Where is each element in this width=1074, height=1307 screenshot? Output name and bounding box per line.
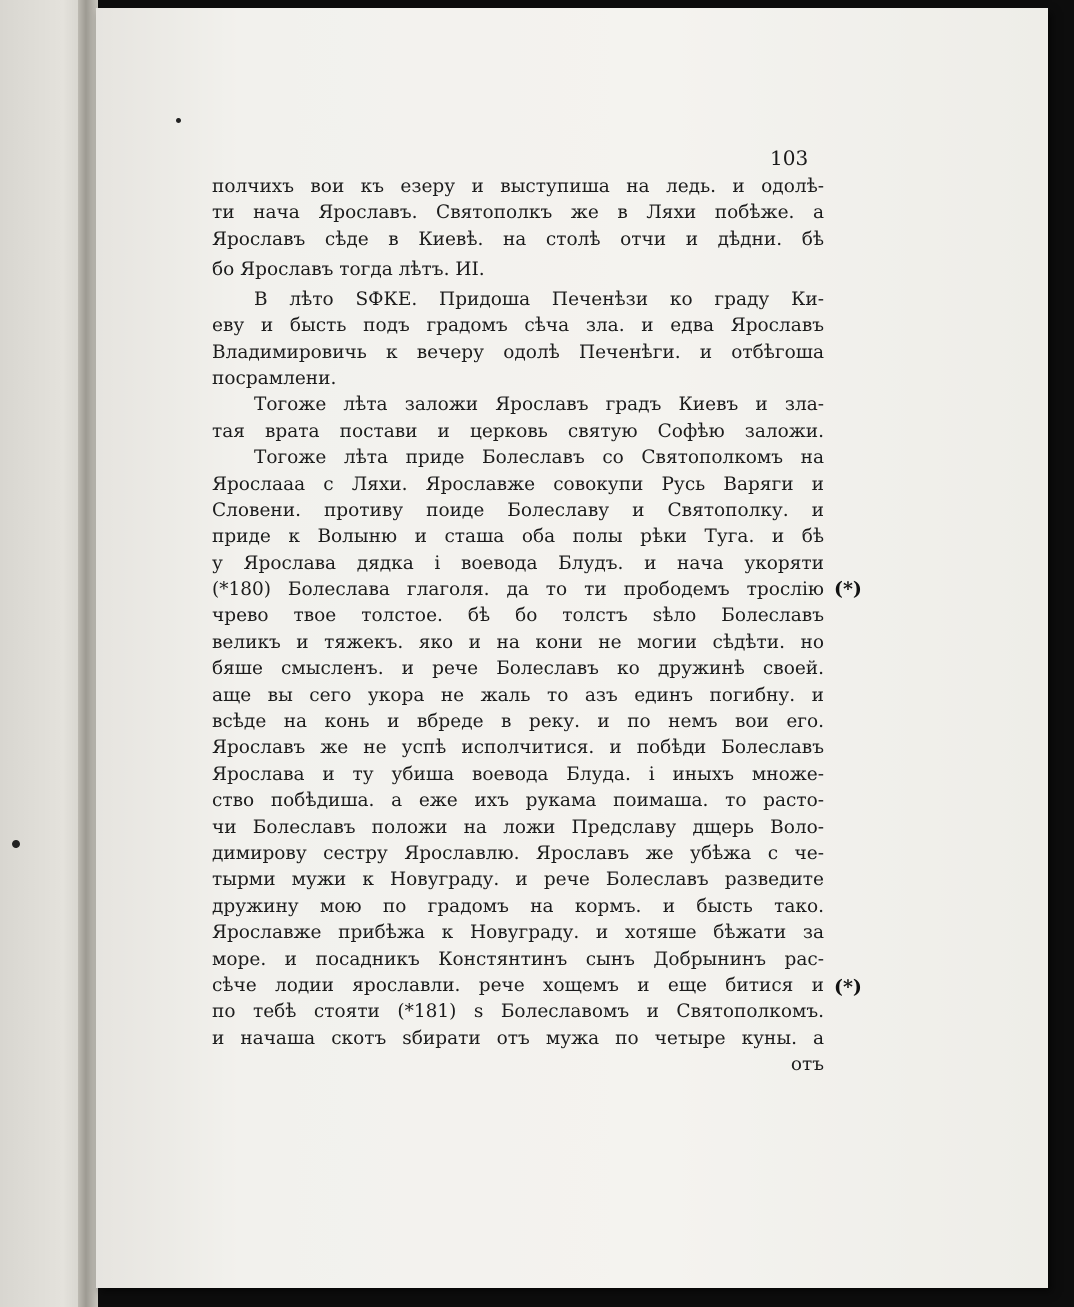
text-line: Ярослава и ту убиша воевода Блуда. і иныхъ множе- — [212, 763, 824, 785]
text-line: и начаша скотъ ѕбирати отъ мужа по четыре куны. а — [212, 1027, 824, 1049]
text-line: Ярослааа с Ляхи. Ярославже совокупи Русь Варяги и — [212, 473, 824, 495]
ink-speck — [176, 118, 181, 123]
margin-note: (*) — [834, 976, 862, 998]
text-line: ти нача Ярославъ. Святополкъ же в Ляхи побѣже. а — [212, 202, 824, 224]
text-line: Ярославъ же не успѣ исполчитися. и побѣди Болеславъ — [212, 737, 824, 759]
text-line: полчихъ вои къ езеру и выступиша на ледь. и одолѣ- — [212, 176, 824, 197]
text-line: В лѣто ЅФКЕ. Придоша Печенѣзи ко граду Ки- — [254, 289, 824, 311]
text-line: по тебѣ стояти (*181) ѕ Болеславомъ и Святополкомъ. — [212, 1001, 824, 1023]
text-line: чрево твое толстое. бѣ бо толстъ ѕѣло Болеславъ — [212, 605, 824, 627]
text-line: еву и бысть подъ градомъ сѣча зла. и едва Ярославъ — [212, 315, 824, 337]
text-line: Тогоже лѣта приде Болеславъ со Святополкомъ на — [254, 447, 824, 469]
text-line: приде к Волыню и сташа оба полы рѣки Туга. и бѣ — [212, 526, 824, 548]
text-line: димирову сестру Ярославлю. Ярославъ же убѣжа с че- — [212, 842, 824, 864]
text-line: Словени. противу поиде Болеславу и Святополку. и — [212, 499, 824, 521]
text-line: бо Ярославъ тогда лѣтъ. ИІ. — [212, 259, 485, 281]
text-line: Владимировичь к вечеру одолѣ Печенѣги. и отбѣгоша — [212, 341, 824, 363]
text-line: аще вы сего укора не жаль то азъ единъ погибну. и — [212, 684, 824, 706]
text-line: всѣде на конь и вбреде в реку. и по немъ вои его. — [212, 711, 824, 733]
text-line: дружину мою по градомъ на кормъ. и бысть тако. — [212, 895, 824, 917]
text-line: море. и посадникъ Констянтинъ сынъ Добрынинъ рас- — [212, 948, 824, 970]
margin-note: (*) — [834, 578, 862, 600]
page-text — [212, 174, 824, 1079]
catchword: отъ — [790, 1054, 824, 1076]
text-line: (*180) Болеслава глаголя. да то ти прободемъ трослію — [212, 579, 824, 601]
text-line: чи Болеславъ положи на ложи Предславу дщерь Воло- — [212, 816, 824, 838]
text-line: тырми мужи к Новуграду. и рече Болеславъ разведите — [212, 869, 824, 891]
text-line: у Ярослава дядка і воевода Блудъ. и нача укоряти — [212, 552, 824, 574]
text-line: Ярославже прибѣжа к Новуграду. и хотяше бѣжати за — [212, 922, 824, 944]
text-line: Ярославъ сѣде в Киевѣ. на столѣ отчи и дѣдни. бѣ — [212, 228, 824, 250]
text-line: бяше смысленъ. и рече Болеславъ ко дружинѣ своей. — [212, 658, 824, 680]
page-number: 103 — [770, 146, 809, 170]
text-line: сѣче лодии ярославли. рече хощемъ и еще битися и — [212, 974, 824, 996]
text-line: тая врата постави и церковь святую Софѣю заложи. — [212, 420, 824, 442]
left-page-edge — [0, 0, 90, 1307]
text-line: великъ и тяжекъ. яко и на кони не могии сѣдѣти. но — [212, 631, 824, 653]
book-gutter — [78, 0, 98, 1307]
text-line: Тогоже лѣта заложи Ярославъ градъ Киевъ и зла- — [254, 394, 824, 416]
text-line: посрамлени. — [212, 367, 337, 389]
text-line: ство побѣдиша. а еже ихъ рукама поимаша. то расто- — [212, 790, 824, 812]
